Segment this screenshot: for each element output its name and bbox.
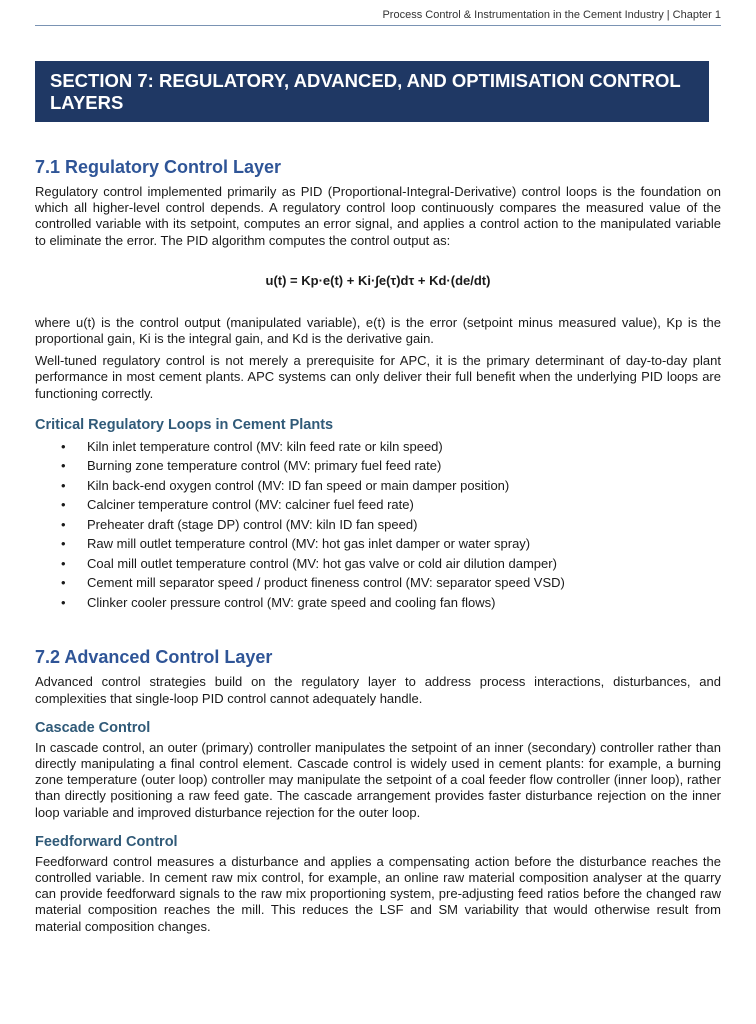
paragraph-advanced-intro: Advanced control strategies build on the regulatory layer to address process interactions, disturbances, and complexities that single-loop PID control cannot adequately handle. [35, 674, 721, 706]
list-item: • Burning zone temperature control (MV: primary fuel feed rate) [61, 456, 721, 476]
bullet-icon: • [61, 438, 66, 454]
running-header: Process Control & Instrumentation in the Cement Industry | Chapter 1 [35, 9, 721, 26]
bullet-icon: • [61, 497, 66, 513]
critical-loops-heading: Critical Regulatory Loops in Cement Plants [35, 416, 334, 433]
cascade-heading: Cascade Control [35, 719, 151, 736]
list-item: • Coal mill outlet temperature control (MV: hot gas valve or cold air dilution damper) [61, 554, 721, 574]
list-item: • Kiln back-end oxygen control (MV: ID fan speed or main damper position) [61, 476, 721, 496]
pid-equation: u(t) = Kp·e(t) + Ki·∫e(τ)dτ + Kd·(de/dt) [265, 272, 491, 288]
bullet-icon: • [61, 477, 66, 493]
paragraph-pid-intro: Regulatory control implemented primarily as PID (Proportional-Integral-Derivative) control loops is the foundation on which all higher-level control depends. A regulatory control loop continuously compares the measured value of the controlled variable with its setpoint, computes an error signal, and applies a control action to the manipulated variable to eliminate the error. The PID algorithm computes the control output as: [35, 184, 721, 248]
list-item: • Preheater draft (stage DP) control (MV: kiln ID fan speed) [61, 515, 721, 535]
bullet-icon: • [61, 555, 66, 571]
list-item: • Cement mill separator speed / product fineness control (MV: separator speed VSD) [61, 573, 721, 593]
section-title-banner: SECTION 7: REGULATORY, ADVANCED, AND OPTIMISATION CONTROL LAYERS [35, 61, 709, 122]
list-item: • Clinker cooler pressure control (MV: grate speed and cooling fan flows) [61, 593, 721, 613]
page-content [35, 156, 721, 941]
subsection-heading-7-1: 7.1 Regulatory Control Layer [35, 157, 282, 177]
paragraph-feedforward: Feedforward control measures a disturbance and applies a compensating action before the disturbance reaches the controlled variable. In cement raw mix control, for example, an online raw material composition analyser at the quarry can provide feedforward signals to the raw mix proportioning system, pre-adjusting feed ratios before the changed raw material composition reaches the mill. This reduces the LSF and SM variability that would otherwise result from material composition changes. [35, 853, 721, 934]
bullet-icon: • [61, 536, 66, 552]
paragraph-tuning: Well-tuned regulatory control is not merely a prerequisite for APC, it is the primary determinant of day-to-day plant performance in most cement plants. APC systems can only deliver their full benefit when the underlying PID loops are functioning correctly. [35, 353, 721, 401]
bullet-icon: • [61, 575, 66, 591]
paragraph-cascade: In cascade control, an outer (primary) controller manipulates the setpoint of an inner (secondary) controller rather than directly manipulating a final control element. Cascade control is widely used in cement plants: for example, a burning zone temperature (outer loop) controller may manipulate the setpoint of a coal feeder flow controller (inner loop), rather than directly positioning a raw feed gate. The cascade arrangement provides faster disturbance rejection on the inner loop variable and improved disturbance rejection for the outer loop. [35, 739, 721, 820]
feedforward-heading: Feedforward Control [35, 833, 178, 850]
subsection-heading-7-2: 7.2 Advanced Control Layer [35, 647, 273, 668]
paragraph-pid-terms: where u(t) is the control output (manipulated variable), e(t) is the error (setpoint minus measured value), Kp is the proportional gain, Ki is the integral gain, and Kd is the derivative gain. [35, 314, 721, 347]
list-item: • Raw mill outlet temperature control (MV: hot gas inlet damper or water spray) [61, 534, 721, 554]
critical-loops-list [61, 437, 721, 613]
list-item: • Calciner temperature control (MV: calciner fuel feed rate) [61, 495, 721, 515]
list-item: • Kiln inlet temperature control (MV: kiln feed rate or kiln speed) [61, 437, 721, 457]
bullet-icon: • [61, 458, 66, 474]
bullet-icon: • [61, 516, 66, 532]
bullet-icon: • [61, 594, 66, 610]
